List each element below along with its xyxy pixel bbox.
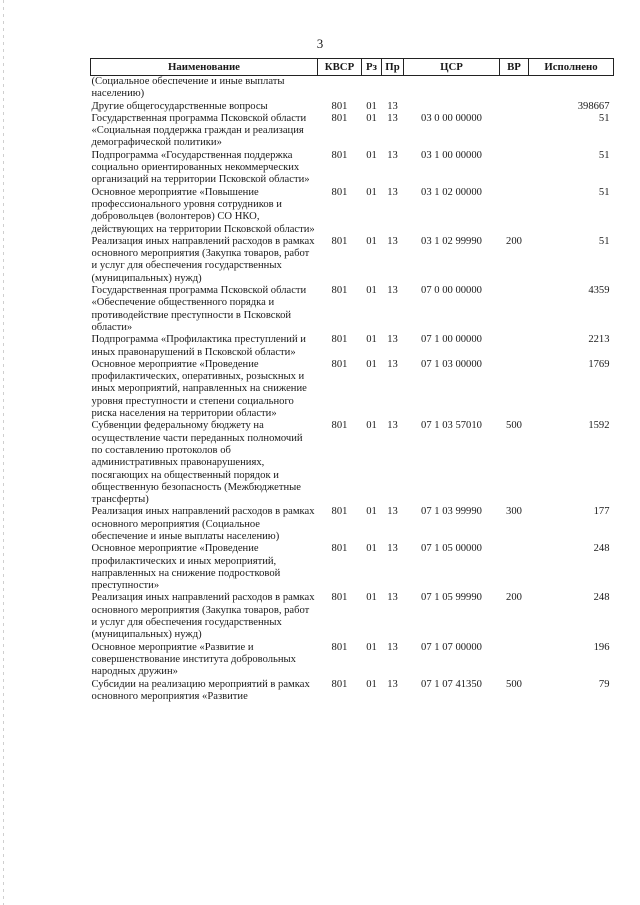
row-csr-cell: 07 1 03 00000: [421, 358, 482, 370]
row-rz-cell: 01: [366, 358, 377, 370]
row-pr-cell: 13: [387, 186, 398, 198]
row-name-cell: Подпрограмма «Профилактика преступлений и иных правонарушений в Псковской области»: [91, 334, 306, 358]
row-pr-cell: [382, 76, 404, 101]
header-name: Наименование: [91, 59, 318, 76]
row-rz-cell: 01: [366, 112, 377, 124]
row-kvsr-cell: 801: [331, 543, 348, 555]
row-rz-cell: 01: [366, 506, 377, 518]
row-csr-cell: 07 1 03 57010: [421, 420, 482, 432]
table-row: [91, 642, 614, 679]
row-amount-cell: 1769: [588, 358, 610, 370]
row-amount-cell: 398667: [577, 100, 610, 112]
row-csr-cell: 03 1 02 00000: [421, 186, 482, 198]
row-rz-cell: 01: [366, 149, 377, 161]
row-vr-cell: [500, 113, 529, 150]
row-pr-cell: 13: [387, 592, 398, 604]
row-vr-cell: 300: [506, 506, 522, 518]
row-vr-cell: [500, 76, 529, 101]
row-csr-cell: 03 1 00 00000: [421, 149, 482, 161]
row-name-cell: Субвенции федеральному бюджету на осуществление части переданных полномочий по составлению протоколов об административных правонарушениях, посягающих на общественный порядок и общественную безопасность (Межбюджетные трансферты): [91, 420, 303, 506]
page-number: 3: [316, 36, 324, 51]
row-name-cell: Реализация иных направлений расходов в рамках основного мероприятия (Закупка товаров, работ и услуг для обеспечения государственных (муниципальных) нужд): [91, 592, 315, 641]
row-kvsr-cell: 801: [331, 149, 348, 161]
row-rz-cell: 01: [366, 420, 377, 432]
row-amount-cell: 1592: [588, 420, 610, 432]
header-csr: ЦСР: [404, 59, 500, 76]
row-vr-cell: [500, 543, 529, 592]
table-row: [91, 420, 614, 506]
row-name-cell: Основное мероприятие «Повышение профессионального уровня сотрудников и добровольцев (волонтеров) СО НКО, действующих на территории Псковской области»: [91, 186, 315, 235]
table-row: [91, 543, 614, 592]
row-kvsr-cell: 801: [331, 285, 348, 297]
row-rz-cell: 01: [366, 235, 377, 247]
row-vr-cell: [500, 359, 529, 420]
table-row: [91, 679, 614, 704]
row-vr-cell: [500, 642, 529, 679]
row-csr-cell: 07 1 03 99990: [421, 506, 482, 518]
scan-edge-line: [3, 0, 4, 905]
table-row: [91, 187, 614, 236]
row-rz-cell: 01: [366, 285, 377, 297]
row-vr-cell: [500, 150, 529, 187]
row-amount-cell: 51: [598, 235, 610, 247]
row-pr-cell: 13: [387, 543, 398, 555]
row-kvsr-cell: 801: [331, 334, 348, 346]
row-csr-cell: 03 1 02 99990: [421, 235, 482, 247]
row-kvsr-cell: 801: [331, 112, 348, 124]
row-kvsr-cell: 801: [331, 678, 348, 690]
row-pr-cell: 13: [387, 285, 398, 297]
row-vr-cell: 200: [506, 592, 522, 604]
row-csr-cell: [404, 76, 500, 101]
row-vr-cell: [500, 334, 529, 359]
row-rz-cell: [362, 76, 382, 101]
row-csr-cell: 07 0 00 00000: [421, 285, 482, 297]
table-header-row: [91, 59, 614, 76]
expenditure-table: [90, 58, 614, 703]
row-csr-cell: 07 1 07 00000: [421, 641, 482, 653]
row-pr-cell: 13: [387, 149, 398, 161]
row-amount-cell: 51: [598, 149, 610, 161]
row-name-cell: Реализация иных направлений расходов в рамках основного мероприятия (Социальное обеспечение и иные выплаты населению): [91, 506, 315, 542]
row-pr-cell: 13: [387, 641, 398, 653]
row-pr-cell: 13: [387, 112, 398, 124]
row-amount-cell: 2213: [588, 334, 610, 346]
row-rz-cell: 01: [366, 641, 377, 653]
row-csr-cell: 07 1 05 00000: [421, 543, 482, 555]
row-pr-cell: 13: [387, 358, 398, 370]
row-csr-cell: [404, 101, 500, 113]
table-row: [91, 236, 614, 285]
row-kvsr-cell: 801: [331, 506, 348, 518]
row-name-cell: Подпрограмма «Государственная поддержка социально ориентированных некоммерческих организаций на территории Псковской области»: [91, 149, 310, 186]
row-amount-cell: 51: [598, 112, 610, 124]
row-amount-cell: 248: [593, 543, 610, 555]
row-kvsr-cell: 801: [331, 420, 348, 432]
table-row: [91, 506, 614, 543]
row-amount-cell: [529, 76, 614, 101]
row-name-cell: Основное мероприятие «Проведение профилактических, оперативных, розыскных и иных мероприятий, направленных на снижение уровня преступности и степени социального риска населения на территории области»: [91, 358, 307, 420]
row-name-cell: Государственная программа Псковской области «Социальная поддержка граждан и реализация демографической политики»: [91, 112, 307, 149]
row-kvsr-cell: 801: [331, 641, 348, 653]
row-kvsr-cell: 801: [331, 100, 348, 112]
row-name-cell: Государственная программа Псковской области «Обеспечение общественного порядка и противодействие преступности в Псковской области»: [91, 285, 307, 333]
row-rz-cell: 01: [366, 334, 377, 346]
row-vr-cell: 500: [506, 678, 522, 690]
table-row: [91, 101, 614, 113]
table-row: [91, 359, 614, 420]
table-row: [91, 150, 614, 187]
row-pr-cell: 13: [387, 506, 398, 518]
row-rz-cell: 01: [366, 678, 377, 690]
row-rz-cell: 01: [366, 592, 377, 604]
row-name-cell: Основное мероприятие «Развитие и совершенствование института добровольных народных дружин»: [91, 641, 296, 678]
row-amount-cell: 177: [593, 506, 610, 518]
table-row: [91, 285, 614, 334]
table-row: [91, 592, 614, 641]
row-name-cell: (Социальное обеспечение и иные выплаты населению): [91, 76, 285, 100]
row-name-cell: Реализация иных направлений расходов в рамках основного мероприятия (Закупка товаров, работ и услуг для обеспечения государственных (муниципальных) нужд): [91, 235, 315, 284]
row-name-cell: Другие общегосударственные вопросы: [91, 100, 268, 112]
row-amount-cell: 4359: [588, 285, 610, 297]
row-amount-cell: 196: [593, 641, 610, 653]
row-vr-cell: [500, 285, 529, 334]
row-pr-cell: 13: [387, 235, 398, 247]
row-vr-cell: [500, 101, 529, 113]
row-rz-cell: 01: [366, 543, 377, 555]
row-pr-cell: 13: [387, 100, 398, 112]
row-amount-cell: 79: [598, 678, 610, 690]
row-vr-cell: [500, 187, 529, 236]
row-kvsr-cell: 801: [331, 358, 348, 370]
row-name-cell: Субсидии на реализацию мероприятий в рамках основного мероприятия «Развитие: [91, 678, 310, 702]
table-row: [91, 113, 614, 150]
header-vr: ВР: [500, 59, 529, 76]
row-kvsr-cell: 801: [331, 235, 348, 247]
table-body: [91, 76, 614, 704]
row-pr-cell: 13: [387, 334, 398, 346]
row-kvsr-cell: [318, 76, 362, 101]
header-pr: Пр: [382, 59, 404, 76]
row-kvsr-cell: 801: [331, 592, 348, 604]
row-amount-cell: 51: [598, 186, 610, 198]
row-amount-cell: 248: [593, 592, 610, 604]
row-name-cell: Основное мероприятие «Проведение профилактических и иных мероприятий, направленных на снижение подростковой преступности»: [91, 543, 281, 592]
header-rz: Рз: [362, 59, 382, 76]
header-kvsr: КВСР: [318, 59, 362, 76]
row-csr-cell: 07 1 05 99990: [421, 592, 482, 604]
row-csr-cell: 07 1 07 41350: [421, 678, 482, 690]
row-rz-cell: 01: [366, 100, 377, 112]
header-amount: Исполнено: [529, 59, 614, 76]
table-row: [91, 76, 614, 101]
row-csr-cell: 03 0 00 00000: [421, 112, 482, 124]
row-csr-cell: 07 1 00 00000: [421, 334, 482, 346]
row-pr-cell: 13: [387, 420, 398, 432]
table-row: [91, 334, 614, 359]
row-vr-cell: 200: [506, 235, 522, 247]
row-rz-cell: 01: [366, 186, 377, 198]
row-vr-cell: 500: [506, 420, 522, 432]
row-kvsr-cell: 801: [331, 186, 348, 198]
row-pr-cell: 13: [387, 678, 398, 690]
